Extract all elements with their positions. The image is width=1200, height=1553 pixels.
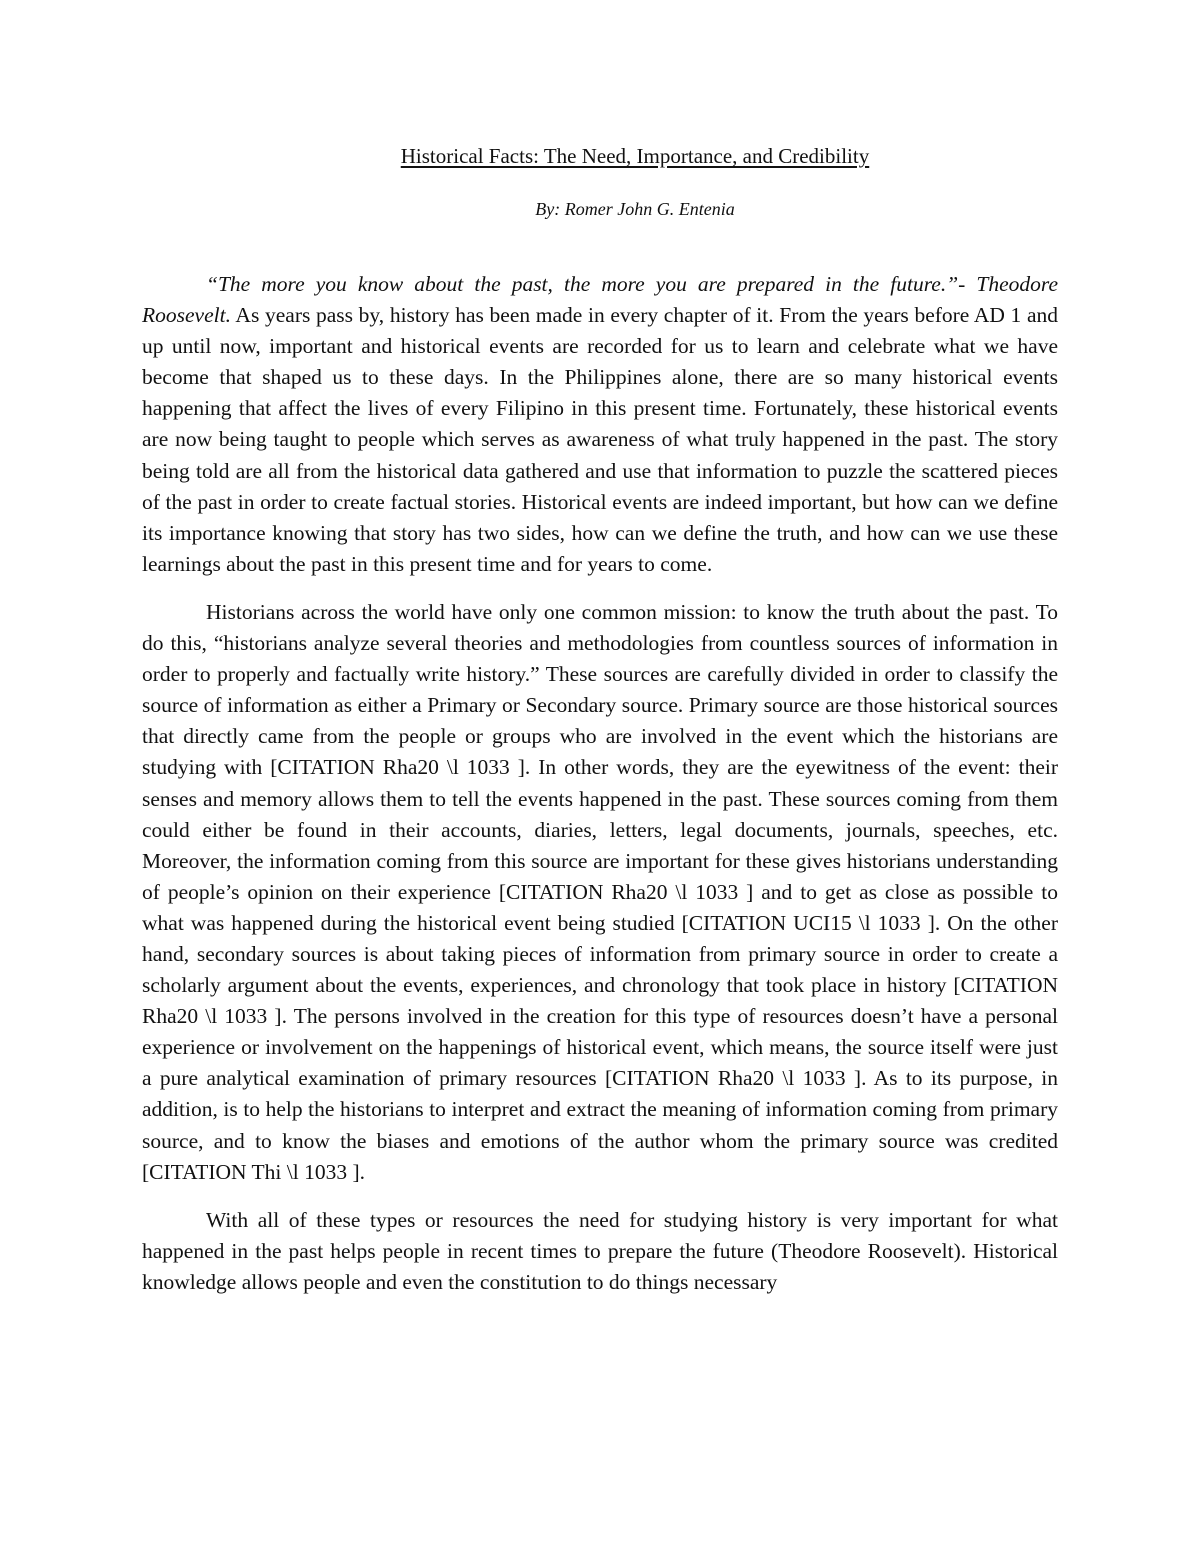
paragraph-2: Historians across the world have only one common mission: to know the truth about the past. To do this, “historians analyze several theories and methodologies from countless sources of information in order to properly and factually write history.” These sources are carefully divided in order to classify the source of information as either a Primary or Secondary source. Primary source are those historical sources that directly came from the people or groups who are involved in the event which the historians are studying with [CITATION Rha20 \l 1033 ]. In other words, they are the eyewitness of the event: their senses and memory allows them to tell the events happened in the past. These sources coming from them could either be found in their accounts, diaries, letters, legal documents, journals, speeches, etc. Moreover, the information coming from this source are important for these gives historians understanding of people’s opinion on their experience [CITATION Rha20 \l 1033 ] and to get as close as possible to what was happened during the historical event being studied [CITATION UCI15 \l 1033 ]. On the other hand, secondary sources is about taking pieces of information from primary source in order to create a scholarly argument about the events, experiences, and chronology that took place in history [CITATION Rha20 \l 1033 ]. The persons involved in the creation for this type of resources doesn’t have a personal experience or involvement on the happenings of historical event, which means, the source itself were just a pure analytical examination of primary resources [CITATION Rha20 \l 1033 ]. As to its purpose, in addition, is to help the historians to interpret and extract the meaning of information coming from primary source, and to know the biases and emotions of the author whom the primary source was credited [CITATION Thi \l 1033 ].	[142, 599, 1058, 1184]
paragraph-1-text: As years pass by, history has been made in every chapter of it. From the years before AD 1 and up until now, important and historical events are recorded for us to learn and celebrate what we have become that shaped us to these days. In the Philippines alone, there are so many historical events happening that affect the lives of every Filipino in this present time. Fortunately, these historical events are now being taught to people which serves as awareness of what truly happened in the past. The story being told are all from the historical data gathered and use that information to puzzle the scattered pieces of the past in order to create factual stories. Historical events are indeed important, but how can we define its importance knowing that story has two sides, how can we define the truth, and how can we use these learnings about the past in this present time and for years to come.	[142, 303, 1058, 576]
opening-quote: “The more you know about the past, the more you are prepared in the future.”- Theodore Roosevelt.	[142, 272, 1058, 328]
document-body	[142, 269, 1058, 1315]
author-byline: By: Romer John G. Entenia	[535, 199, 735, 219]
document-title: Historical Facts: The Need, Importance, and Credibility	[400, 144, 870, 168]
paragraph-1	[142, 269, 1058, 580]
paragraph-3: With all of these types or resources the need for studying history is very important for what happened in the past helps people in recent times to prepare the future (Theodore Roosevelt). Historical knowledge allows people and even the constitution to do things necessary	[142, 1207, 1058, 1294]
